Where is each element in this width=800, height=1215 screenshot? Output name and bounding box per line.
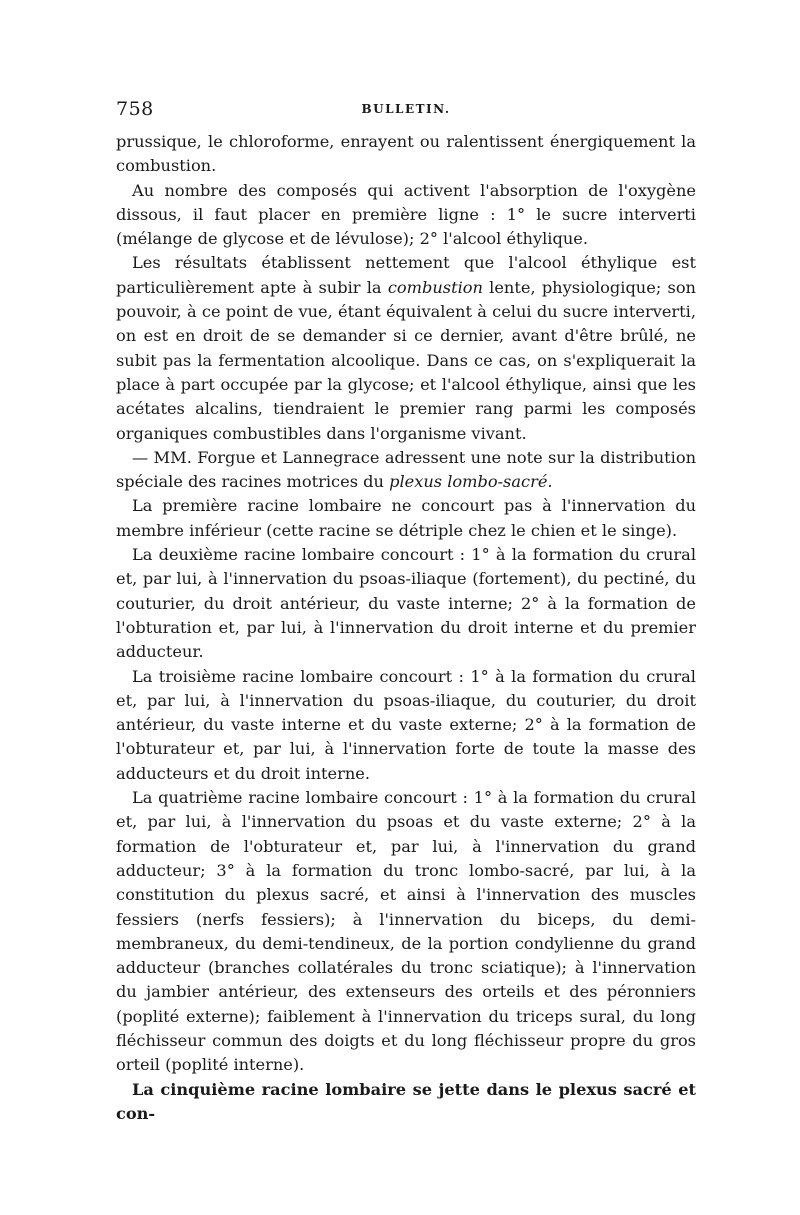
- paragraph-8: [116, 786, 696, 1078]
- paragraph-5: [116, 494, 696, 543]
- paragraph-text: La troisième racine lombaire concourt : 1° à la formation du crural et, par lui, à l'innervation du psoas-iliaque, du couturier, du droit antérieur, du vaste interne et du vaste externe; 2° à la formation de l'obturateur et, par lui, à l'innervation forte de toute la masse des adducteurs et du droit interne.: [116, 666, 696, 783]
- page-number: 758: [116, 98, 154, 120]
- running-head: BULLETIN.: [361, 102, 451, 116]
- paragraph-text: Au nombre des composés qui activent l'absorption de l'oxygène dissous, il faut placer en première ligne : 1° le sucre interverti (mélange de glycose et de lévulose); 2° l'alcool éthylique.: [116, 180, 696, 249]
- paragraph-text: La première racine lombaire ne concourt pas à l'innervation du membre inférieur (cette racine se détriple chez le chien et le singe).: [116, 496, 696, 540]
- body-text: [116, 130, 696, 1126]
- paragraph-6: [116, 543, 696, 664]
- paragraph-1: [116, 130, 696, 179]
- page-header: [116, 98, 696, 124]
- paragraph-text: — MM. Forgue et Lannegrace adressent une note sur la distribution spéciale des racines motrices du: [116, 447, 696, 492]
- paragraph-text: Les résultats établissent nettement que l'alcool éthylique est particulièrement apte à subir la: [116, 253, 696, 297]
- paragraph-text: prussique, le chloroforme, enrayent ou ralentissent énergiquement la combustion.: [116, 132, 696, 176]
- italic-term: plexus lombo-sacré.: [389, 472, 553, 492]
- document-page: [116, 98, 696, 1126]
- paragraph-7: [116, 665, 696, 786]
- italic-term: combustion: [387, 277, 483, 297]
- paragraph-2: [116, 179, 696, 252]
- paragraph-4: [116, 446, 696, 495]
- paragraph-text: lente, physiologique; son pouvoir, à ce point de vue, étant équivalent à celui du sucre interverti, on est en droit de se demander si ce dernier, avant d'être brûlé, ne subit pas la fermentation alcoolique. Dans ce cas, on s'expliquerait la place à part occupée par la glycose; et l'alcool éthylique, ainsi que les acétates alcalins, tiendraient le premier rang parmi les composés organiques combustibles dans l'organisme vivant.: [116, 277, 696, 443]
- paragraph-3: [116, 251, 696, 445]
- paragraph-text: La deuxième racine lombaire concourt : 1° à la formation du crural et, par lui, à l'innervation du psoas-iliaque (fortement), du pectiné, du couturier, du droit antérieur, du vaste interne; 2° à la formation de l'obturation et, par lui, à l'innervation du droit interne et du premier adducteur.: [116, 545, 696, 662]
- paragraph-9: [116, 1078, 696, 1127]
- paragraph-text: La cinquième racine lombaire se jette dans le plexus sacré et con-: [116, 1079, 696, 1123]
- paragraph-text: La quatrième racine lombaire concourt : 1° à la formation du crural et, par lui, à l'innervation du psoas et du vaste externe; 2° à la formation de l'obturateur et, par lui, à l'innervation du grand adducteur; 3° à la formation du tronc lombo-sacré, par lui, à la constitution du plexus sacré, et ainsi à l'innervation des muscles fessiers (nerfs fessiers); à l'innervation du biceps, du demi-membraneux, du demi-tendineux, de la portion condylienne du grand adducteur (branches collatérales du tronc sciatique); à l'innervation du jambier antérieur, des extenseurs des orteils et des péronniers (poplité externe); faiblement à l'innervation du triceps sural, du long fléchisseur commun des doigts et du long fléchisseur propre du gros orteil (poplité interne).: [116, 788, 696, 1075]
